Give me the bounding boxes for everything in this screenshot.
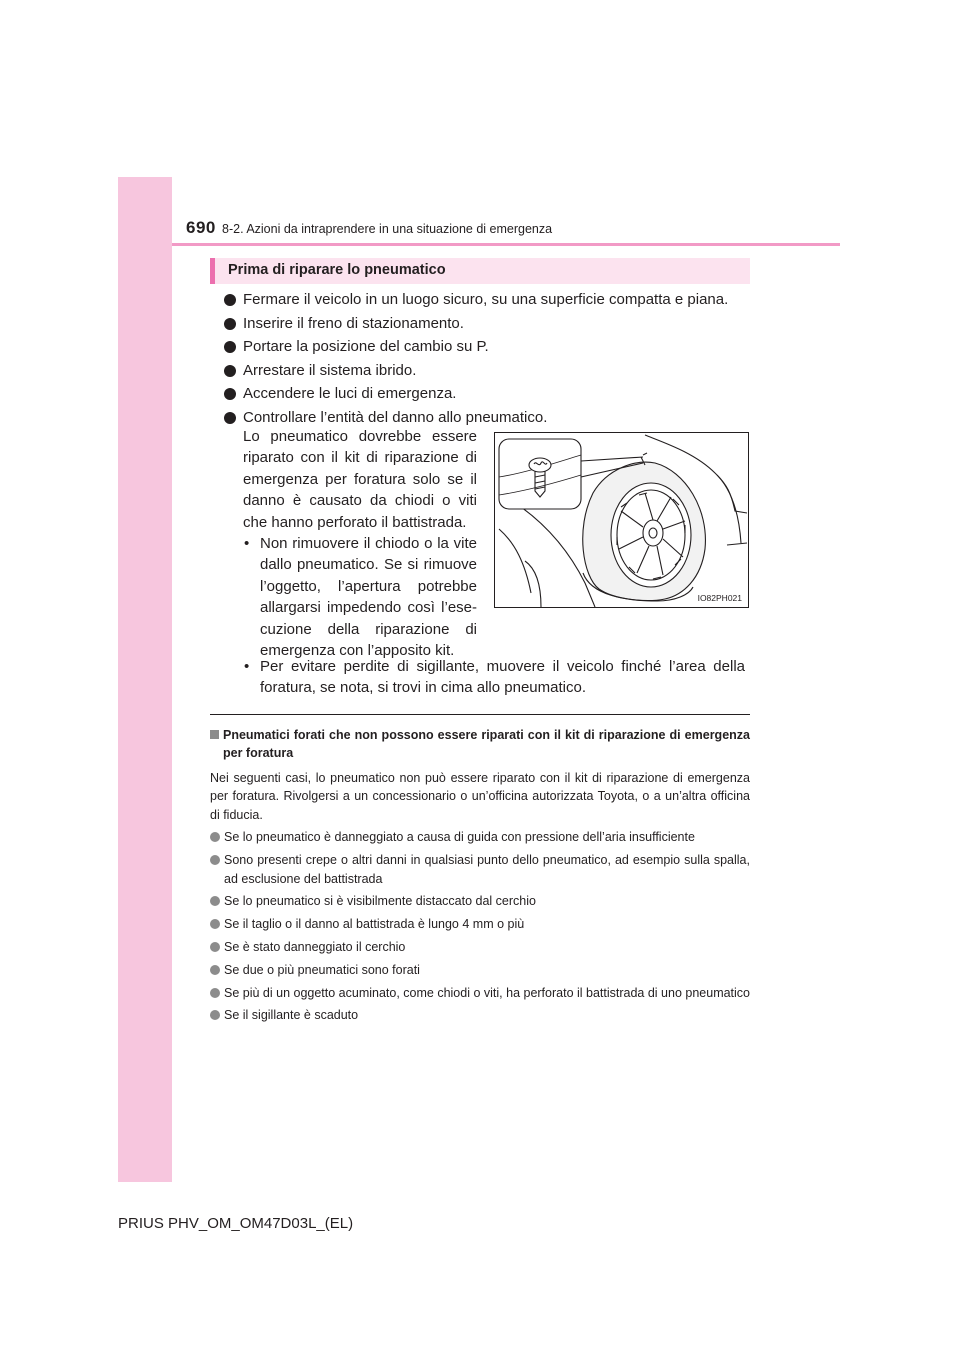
section-title: Prima di riparare lo pneumatico [228,262,446,278]
section-heading-box [210,258,750,284]
list-item: Se il taglio o il danno al battistrada è lungo 4 mm o più [210,915,750,933]
header-rule [172,243,840,246]
side-color-band [118,177,172,1182]
list-item: Portare la posizione del cambio su P. [224,335,754,359]
list-item: Se lo pneumatico si è visibilmente distaccato dal cerchio [210,892,750,910]
bullet-icon [210,988,220,998]
flat-tire-illustration [494,432,749,608]
list-item: Se il sigillante è scaduto [210,1006,750,1024]
list-item: Se più di un oggetto acuminato, come chiodi o viti, ha perforato il battistrada di uno pneumatico [210,984,750,1002]
document-id: PRIUS PHV_OM_OM47D03L_(EL) [118,1215,354,1232]
note-list [210,828,750,1024]
bullet-icon [224,294,236,306]
bullet-icon [210,919,220,929]
page-number: 690 [186,218,216,237]
repair-condition-text [243,426,477,661]
bullet-icon [210,965,220,975]
bullet-icon [224,341,236,353]
bullet-icon [224,388,236,400]
list-item: Sono presenti crepe o altri danni in qualsiasi punto dello pneumatico, ad esempio sulla spalla, ad esclusione del battistrada [210,851,750,888]
note-heading: Pneumatici forati che non possono essere riparati con il kit di riparazione di emergenza per foratura [210,726,750,763]
bullet-icon [210,1010,220,1020]
list-item: Controllare l’entità del danno allo pneumatico. [224,406,754,430]
bullet-icon [224,365,236,377]
list-item: Inserire il freno di stazionamento. [224,312,754,336]
tire-drawing [495,433,748,607]
note-body: Nei seguenti casi, lo pneumatico non può essere riparato con il kit di riparazione di emergenza per foratura. Rivolgersi a un concessionario o un’officina autorizzata Toyota, o a un’altra officina di fiducia. [210,770,750,822]
bullet-icon [210,855,220,865]
bullet-icon [210,942,220,952]
bullet-icon [224,412,236,424]
list-item: Se due o più pneumatici sono forati [210,961,750,979]
square-bullet-icon [210,730,219,739]
sub-bullet: • Non rimuovere il chiodo o la vite dallo pneumatico. Se si rimuove l’oggetto, l’apertura potrebbe allargarsi impedendo così l’ese-cuzione della riparazione di emergenza con l’apposito kit. [244,535,477,660]
bullet-icon [210,832,220,842]
list-item: Se è stato danneggiato il cerchio [210,938,750,956]
bullet-icon [224,318,236,330]
list-item: Accendere le luci di emergenza. [224,382,754,406]
section-separator [210,714,750,715]
paragraph: Lo pneumatico dovrebbe essere riparato con il kit di riparazione di emergenza per foratura solo se il danno è causato da chiodi o viti che hanno perforato il battistrada. [243,428,477,531]
list-item: Se lo pneumatico è danneggiato a causa di guida con pressione dell’aria insufficiente [210,828,750,846]
note-section [210,726,750,1025]
sub-bullet: • Per evitare perdite di sigillante, muovere il veicolo finché l’area della foratura, se nota, si trovi in cima allo pneumatico. [244,658,745,697]
list-item: Fermare il veicolo in un luogo sicuro, su una superficie compatta e piana. [224,288,754,312]
list-item: Arrestare il sistema ibrido. [224,359,754,383]
figure-code: IO82PH021 [697,593,742,603]
bullet-icon [210,896,220,906]
checklist [224,288,754,429]
chapter-title: 8-2. Azioni da intraprendere in una situazione di emergenza [222,222,553,236]
